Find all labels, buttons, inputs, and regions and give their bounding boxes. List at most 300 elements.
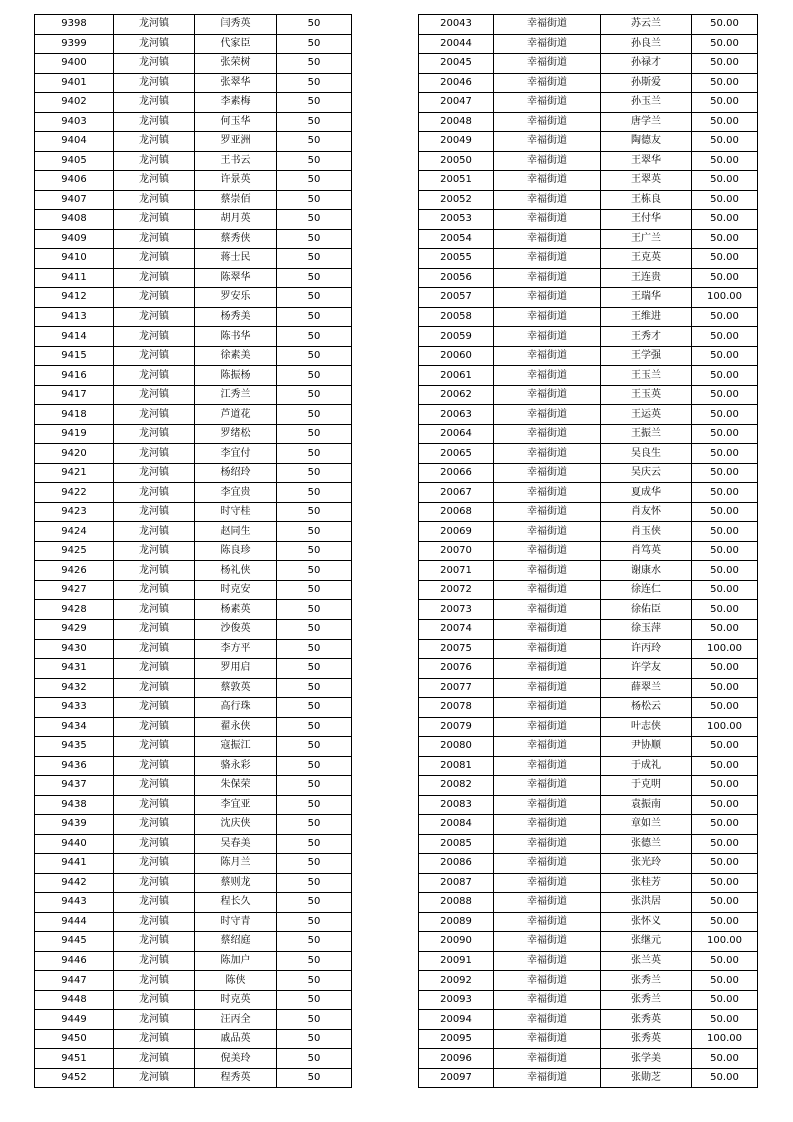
amount-cell: 50 — [277, 93, 352, 113]
table-row — [419, 249, 758, 269]
region-cell: 幸福街道 — [494, 385, 601, 405]
region-cell: 龙河镇 — [114, 873, 195, 893]
right-table — [418, 14, 758, 1088]
amount-cell: 50.00 — [692, 366, 758, 386]
table-row — [35, 522, 352, 542]
region-cell: 龙河镇 — [114, 307, 195, 327]
table-row — [35, 659, 352, 679]
table-row — [35, 229, 352, 249]
row-number-cell: 20084 — [419, 815, 494, 835]
name-cell: 李宜亚 — [195, 795, 277, 815]
table-row — [419, 522, 758, 542]
table-row — [35, 932, 352, 952]
row-number-cell: 20061 — [419, 366, 494, 386]
table-row — [35, 34, 352, 54]
name-cell: 叶志侠 — [601, 717, 692, 737]
name-cell: 吴良生 — [601, 444, 692, 464]
region-cell: 龙河镇 — [114, 268, 195, 288]
row-number-cell: 9427 — [35, 580, 114, 600]
row-number-cell: 20058 — [419, 307, 494, 327]
name-cell: 杨素英 — [195, 600, 277, 620]
name-cell: 陈翠华 — [195, 268, 277, 288]
amount-cell: 50.00 — [692, 659, 758, 679]
row-number-cell: 9435 — [35, 737, 114, 757]
name-cell: 罗用启 — [195, 659, 277, 679]
region-cell: 龙河镇 — [114, 776, 195, 796]
amount-cell: 50.00 — [692, 151, 758, 171]
name-cell: 翟永侠 — [195, 717, 277, 737]
row-number-cell: 9426 — [35, 561, 114, 581]
table-row — [419, 580, 758, 600]
row-number-cell: 9409 — [35, 229, 114, 249]
row-number-cell: 9418 — [35, 405, 114, 425]
amount-cell: 50 — [277, 600, 352, 620]
row-number-cell: 20068 — [419, 502, 494, 522]
amount-cell: 50 — [277, 737, 352, 757]
row-number-cell: 20060 — [419, 346, 494, 366]
region-cell: 龙河镇 — [114, 639, 195, 659]
amount-cell: 50.00 — [692, 776, 758, 796]
region-cell: 幸福街道 — [494, 268, 601, 288]
row-number-cell: 20048 — [419, 112, 494, 132]
row-number-cell: 9410 — [35, 249, 114, 269]
region-cell: 龙河镇 — [114, 93, 195, 113]
table-row — [419, 619, 758, 639]
amount-cell: 50.00 — [692, 405, 758, 425]
name-cell: 张德兰 — [601, 834, 692, 854]
row-number-cell: 9445 — [35, 932, 114, 952]
table-row — [35, 990, 352, 1010]
region-cell: 幸福街道 — [494, 288, 601, 308]
name-cell: 徐素美 — [195, 346, 277, 366]
table-row — [35, 151, 352, 171]
row-number-cell: 20056 — [419, 268, 494, 288]
region-cell: 幸福街道 — [494, 54, 601, 74]
name-cell: 代家臣 — [195, 34, 277, 54]
row-number-cell: 20097 — [419, 1068, 494, 1088]
table-row — [35, 737, 352, 757]
region-cell: 幸福街道 — [494, 190, 601, 210]
region-cell: 龙河镇 — [114, 366, 195, 386]
region-cell: 幸福街道 — [494, 776, 601, 796]
row-number-cell: 20096 — [419, 1049, 494, 1069]
name-cell: 肖友怀 — [601, 502, 692, 522]
amount-cell: 50.00 — [692, 15, 758, 35]
name-cell: 张桂芳 — [601, 873, 692, 893]
name-cell: 何玉华 — [195, 112, 277, 132]
amount-cell: 50.00 — [692, 971, 758, 991]
table-row — [419, 93, 758, 113]
amount-cell: 50.00 — [692, 893, 758, 913]
amount-cell: 50 — [277, 15, 352, 35]
row-number-cell: 9449 — [35, 1010, 114, 1030]
table-row — [35, 561, 352, 581]
table-row — [35, 912, 352, 932]
table-row — [419, 346, 758, 366]
region-cell: 幸福街道 — [494, 932, 601, 952]
region-cell: 幸福街道 — [494, 756, 601, 776]
amount-cell: 50.00 — [692, 737, 758, 757]
region-cell: 龙河镇 — [114, 561, 195, 581]
name-cell: 蔡则龙 — [195, 873, 277, 893]
name-cell: 李素梅 — [195, 93, 277, 113]
amount-cell: 50 — [277, 73, 352, 93]
table-row — [419, 834, 758, 854]
row-number-cell: 9440 — [35, 834, 114, 854]
name-cell: 于克明 — [601, 776, 692, 796]
table-row — [419, 112, 758, 132]
table-row — [35, 210, 352, 230]
amount-cell: 50.00 — [692, 561, 758, 581]
region-cell: 幸福街道 — [494, 483, 601, 503]
table-row — [419, 229, 758, 249]
region-cell: 幸福街道 — [494, 600, 601, 620]
table-row — [419, 893, 758, 913]
row-number-cell: 9422 — [35, 483, 114, 503]
table-row — [35, 93, 352, 113]
region-cell: 幸福街道 — [494, 659, 601, 679]
amount-cell: 50.00 — [692, 815, 758, 835]
name-cell: 杨松云 — [601, 698, 692, 718]
row-number-cell: 9414 — [35, 327, 114, 347]
table-row — [419, 210, 758, 230]
table-row — [35, 15, 352, 35]
amount-cell: 50 — [277, 502, 352, 522]
region-cell: 幸福街道 — [494, 307, 601, 327]
row-number-cell: 20088 — [419, 893, 494, 913]
row-number-cell: 9412 — [35, 288, 114, 308]
table-row — [35, 171, 352, 191]
name-cell: 许学友 — [601, 659, 692, 679]
amount-cell: 50.00 — [692, 854, 758, 874]
region-cell: 龙河镇 — [114, 151, 195, 171]
name-cell: 陶德友 — [601, 132, 692, 152]
amount-cell: 50.00 — [692, 54, 758, 74]
region-cell: 幸福街道 — [494, 639, 601, 659]
amount-cell: 50 — [277, 795, 352, 815]
region-cell: 幸福街道 — [494, 34, 601, 54]
name-cell: 夏成华 — [601, 483, 692, 503]
row-number-cell: 20079 — [419, 717, 494, 737]
name-cell: 王秀才 — [601, 327, 692, 347]
amount-cell: 50.00 — [692, 1010, 758, 1030]
amount-cell: 50.00 — [692, 912, 758, 932]
table-row — [35, 385, 352, 405]
row-number-cell: 9421 — [35, 463, 114, 483]
row-number-cell: 9443 — [35, 893, 114, 913]
name-cell: 苏云兰 — [601, 15, 692, 35]
region-cell: 龙河镇 — [114, 854, 195, 874]
region-cell: 龙河镇 — [114, 1029, 195, 1049]
region-cell: 龙河镇 — [114, 834, 195, 854]
region-cell: 幸福街道 — [494, 73, 601, 93]
name-cell: 谢康水 — [601, 561, 692, 581]
row-number-cell: 9402 — [35, 93, 114, 113]
table-row — [419, 561, 758, 581]
row-number-cell: 9413 — [35, 307, 114, 327]
region-cell: 龙河镇 — [114, 463, 195, 483]
region-cell: 幸福街道 — [494, 112, 601, 132]
name-cell: 王玉英 — [601, 385, 692, 405]
amount-cell: 50 — [277, 190, 352, 210]
region-cell: 龙河镇 — [114, 619, 195, 639]
table-row — [35, 756, 352, 776]
row-number-cell: 9416 — [35, 366, 114, 386]
region-cell: 龙河镇 — [114, 932, 195, 952]
amount-cell: 50.00 — [692, 1049, 758, 1069]
row-number-cell: 20086 — [419, 854, 494, 874]
region-cell: 幸福街道 — [494, 717, 601, 737]
amount-cell: 50.00 — [692, 834, 758, 854]
amount-cell: 50 — [277, 54, 352, 74]
name-cell: 戚品英 — [195, 1029, 277, 1049]
region-cell: 幸福街道 — [494, 1029, 601, 1049]
amount-cell: 50.00 — [692, 268, 758, 288]
row-number-cell: 9417 — [35, 385, 114, 405]
amount-cell: 100.00 — [692, 639, 758, 659]
table-row — [419, 1068, 758, 1088]
region-cell: 龙河镇 — [114, 990, 195, 1010]
table-row — [35, 73, 352, 93]
amount-cell: 50.00 — [692, 678, 758, 698]
row-number-cell: 20085 — [419, 834, 494, 854]
row-number-cell: 9441 — [35, 854, 114, 874]
name-cell: 陈振杨 — [195, 366, 277, 386]
row-number-cell: 9408 — [35, 210, 114, 230]
amount-cell: 50.00 — [692, 132, 758, 152]
table-row — [35, 893, 352, 913]
row-number-cell: 9403 — [35, 112, 114, 132]
name-cell: 江秀兰 — [195, 385, 277, 405]
name-cell: 张洪居 — [601, 893, 692, 913]
region-cell: 幸福街道 — [494, 912, 601, 932]
name-cell: 李宜贵 — [195, 483, 277, 503]
region-cell: 龙河镇 — [114, 54, 195, 74]
table-row — [35, 873, 352, 893]
amount-cell: 50.00 — [692, 171, 758, 191]
row-number-cell: 20070 — [419, 541, 494, 561]
region-cell: 龙河镇 — [114, 971, 195, 991]
amount-cell: 50 — [277, 971, 352, 991]
region-cell: 幸福街道 — [494, 541, 601, 561]
table-row — [35, 1029, 352, 1049]
table-row — [35, 1049, 352, 1069]
region-cell: 龙河镇 — [114, 678, 195, 698]
table-row — [419, 912, 758, 932]
region-cell: 龙河镇 — [114, 210, 195, 230]
name-cell: 杨绍玲 — [195, 463, 277, 483]
name-cell: 王玉兰 — [601, 366, 692, 386]
region-cell: 龙河镇 — [114, 405, 195, 425]
region-cell: 幸福街道 — [494, 346, 601, 366]
name-cell: 王瑞华 — [601, 288, 692, 308]
name-cell: 肖笃英 — [601, 541, 692, 561]
amount-cell: 50 — [277, 366, 352, 386]
row-number-cell: 20049 — [419, 132, 494, 152]
row-number-cell: 20054 — [419, 229, 494, 249]
amount-cell: 50 — [277, 951, 352, 971]
table-row — [419, 659, 758, 679]
amount-cell: 50.00 — [692, 346, 758, 366]
amount-cell: 50 — [277, 444, 352, 464]
name-cell: 王广兰 — [601, 229, 692, 249]
row-number-cell: 9423 — [35, 502, 114, 522]
region-cell: 幸福街道 — [494, 1010, 601, 1030]
region-cell: 幸福街道 — [494, 151, 601, 171]
region-cell: 龙河镇 — [114, 580, 195, 600]
name-cell: 时守桂 — [195, 502, 277, 522]
region-cell: 龙河镇 — [114, 737, 195, 757]
amount-cell: 50 — [277, 698, 352, 718]
name-cell: 唐学兰 — [601, 112, 692, 132]
table-row — [35, 795, 352, 815]
name-cell: 赵同生 — [195, 522, 277, 542]
region-cell: 龙河镇 — [114, 541, 195, 561]
region-cell: 龙河镇 — [114, 15, 195, 35]
table-row — [35, 698, 352, 718]
row-number-cell: 20094 — [419, 1010, 494, 1030]
name-cell: 王振兰 — [601, 424, 692, 444]
table-row — [419, 678, 758, 698]
region-cell: 龙河镇 — [114, 34, 195, 54]
region-cell: 幸福街道 — [494, 424, 601, 444]
table-row — [419, 873, 758, 893]
region-cell: 龙河镇 — [114, 327, 195, 347]
table-row — [419, 1049, 758, 1069]
region-cell: 龙河镇 — [114, 951, 195, 971]
region-cell: 幸福街道 — [494, 132, 601, 152]
region-cell: 龙河镇 — [114, 756, 195, 776]
table-row — [419, 366, 758, 386]
name-cell: 王维进 — [601, 307, 692, 327]
table-row — [419, 385, 758, 405]
table-row — [35, 678, 352, 698]
table-row — [35, 776, 352, 796]
name-cell: 肖玉侠 — [601, 522, 692, 542]
table-row — [419, 190, 758, 210]
region-cell: 幸福街道 — [494, 951, 601, 971]
name-cell: 蔡秀侠 — [195, 229, 277, 249]
region-cell: 龙河镇 — [114, 698, 195, 718]
table-row — [35, 327, 352, 347]
name-cell: 徐佑臣 — [601, 600, 692, 620]
amount-cell: 50.00 — [692, 112, 758, 132]
region-cell: 龙河镇 — [114, 522, 195, 542]
region-cell: 龙河镇 — [114, 112, 195, 132]
row-number-cell: 9428 — [35, 600, 114, 620]
row-number-cell: 9444 — [35, 912, 114, 932]
name-cell: 闫秀英 — [195, 15, 277, 35]
name-cell: 吴春美 — [195, 834, 277, 854]
row-number-cell: 20055 — [419, 249, 494, 269]
table-row — [35, 717, 352, 737]
table-row — [35, 54, 352, 74]
name-cell: 沙俊英 — [195, 619, 277, 639]
region-cell: 幸福街道 — [494, 873, 601, 893]
table-row — [419, 463, 758, 483]
row-number-cell: 20077 — [419, 678, 494, 698]
name-cell: 章如兰 — [601, 815, 692, 835]
table-row — [35, 1068, 352, 1088]
left-table — [34, 14, 352, 1088]
row-number-cell: 20083 — [419, 795, 494, 815]
table-row — [419, 327, 758, 347]
row-number-cell: 9438 — [35, 795, 114, 815]
row-number-cell: 20072 — [419, 580, 494, 600]
region-cell: 龙河镇 — [114, 385, 195, 405]
name-cell: 尹协顺 — [601, 737, 692, 757]
amount-cell: 50 — [277, 912, 352, 932]
region-cell: 龙河镇 — [114, 893, 195, 913]
row-number-cell: 9400 — [35, 54, 114, 74]
name-cell: 沈庆侠 — [195, 815, 277, 835]
amount-cell: 50 — [277, 776, 352, 796]
amount-cell: 50 — [277, 717, 352, 737]
name-cell: 时克英 — [195, 990, 277, 1010]
row-number-cell: 20045 — [419, 54, 494, 74]
amount-cell: 50 — [277, 854, 352, 874]
amount-cell: 50.00 — [692, 229, 758, 249]
amount-cell: 50 — [277, 405, 352, 425]
region-cell: 龙河镇 — [114, 717, 195, 737]
right-table-body — [419, 15, 758, 1088]
row-number-cell: 20050 — [419, 151, 494, 171]
amount-cell: 50 — [277, 659, 352, 679]
table-row — [419, 171, 758, 191]
amount-cell: 50 — [277, 678, 352, 698]
name-cell: 王克英 — [601, 249, 692, 269]
region-cell: 幸福街道 — [494, 444, 601, 464]
table-row — [419, 151, 758, 171]
amount-cell: 100.00 — [692, 1029, 758, 1049]
amount-cell: 50 — [277, 171, 352, 191]
table-row — [35, 541, 352, 561]
region-cell: 幸福街道 — [494, 619, 601, 639]
row-number-cell: 9404 — [35, 132, 114, 152]
amount-cell: 50.00 — [692, 34, 758, 54]
region-cell: 幸福街道 — [494, 249, 601, 269]
amount-cell: 50 — [277, 815, 352, 835]
name-cell: 罗安乐 — [195, 288, 277, 308]
name-cell: 张怀义 — [601, 912, 692, 932]
name-cell: 袁振南 — [601, 795, 692, 815]
name-cell: 孙斯爱 — [601, 73, 692, 93]
region-cell: 幸福街道 — [494, 795, 601, 815]
amount-cell: 100.00 — [692, 717, 758, 737]
amount-cell: 50 — [277, 1010, 352, 1030]
table-row — [419, 756, 758, 776]
region-cell: 龙河镇 — [114, 815, 195, 835]
row-number-cell: 9439 — [35, 815, 114, 835]
table-row — [419, 34, 758, 54]
row-number-cell: 9407 — [35, 190, 114, 210]
region-cell: 幸福街道 — [494, 366, 601, 386]
region-cell: 幸福街道 — [494, 737, 601, 757]
name-cell: 李宜付 — [195, 444, 277, 464]
table-row — [35, 405, 352, 425]
region-cell: 幸福街道 — [494, 327, 601, 347]
amount-cell: 50.00 — [692, 756, 758, 776]
amount-cell: 50 — [277, 424, 352, 444]
region-cell: 幸福街道 — [494, 561, 601, 581]
name-cell: 陈加户 — [195, 951, 277, 971]
table-row — [35, 971, 352, 991]
name-cell: 陈良珍 — [195, 541, 277, 561]
name-cell: 王学强 — [601, 346, 692, 366]
amount-cell: 50 — [277, 893, 352, 913]
row-number-cell: 9419 — [35, 424, 114, 444]
amount-cell: 50.00 — [692, 93, 758, 113]
